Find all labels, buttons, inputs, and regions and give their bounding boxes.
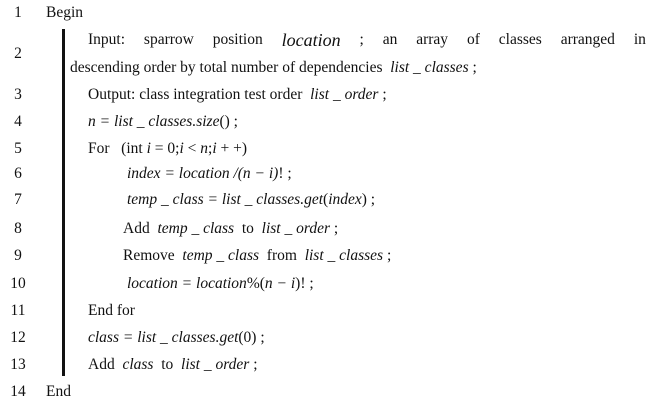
text-segment: from	[259, 247, 305, 264]
math-term: index = location /(n − i)	[127, 165, 279, 182]
math-term: class = list _ classes.get	[88, 329, 239, 346]
text-segment: For (int	[88, 140, 147, 157]
math-term: n − i	[264, 275, 296, 292]
algorithm-line	[88, 85, 387, 105]
algorithm-line	[88, 30, 646, 50]
line-number: 5	[14, 140, 22, 157]
math-term: i	[212, 140, 217, 157]
math-term: list _ order	[181, 356, 250, 373]
algorithm-line	[88, 112, 238, 132]
math-term: list _ order	[310, 86, 379, 103]
text-segment: Add	[88, 356, 123, 373]
text-segment: + +)	[216, 140, 248, 157]
algorithm-line	[127, 190, 375, 210]
text-segment: ) ;	[361, 191, 376, 208]
text-word: in	[633, 31, 646, 48]
text-segment: to	[153, 356, 182, 373]
text-segment: to	[234, 220, 262, 237]
math-term: i	[146, 140, 151, 157]
algorithm-line	[127, 164, 292, 184]
line-number: 8	[14, 220, 22, 237]
math-term: list _ order	[261, 220, 330, 237]
line-number: 6	[14, 165, 22, 182]
algorithm-line	[46, 3, 83, 23]
text-segment: ;	[329, 220, 339, 237]
algorithm-line	[123, 246, 391, 266]
text-word: sparrow	[143, 31, 194, 48]
text-word: position	[212, 31, 263, 48]
math-term: location = location	[127, 275, 247, 292]
line-number: 3	[14, 86, 22, 103]
math-term: i	[179, 140, 184, 157]
line-number: 1	[14, 4, 22, 21]
text-segment: ;	[468, 59, 477, 76]
text-segment: Output: class integration test order	[88, 86, 311, 103]
algorithm-line	[123, 219, 338, 239]
text-word: arranged	[560, 31, 615, 48]
math-term: temp _ class	[157, 220, 235, 237]
line-number: 14	[10, 383, 26, 400]
text-segment: = 0;	[150, 140, 180, 157]
algorithm-line	[88, 355, 258, 375]
line-number: 4	[14, 113, 22, 130]
text-segment: ;	[249, 356, 258, 373]
line-number: 11	[10, 302, 26, 319]
text-segment: )! ;	[295, 275, 314, 292]
math-term: n = list _ classes.size	[88, 113, 220, 130]
math-term: class	[122, 356, 154, 373]
math-term: index	[328, 191, 362, 208]
line-number: 12	[10, 329, 26, 346]
line-number: 9	[14, 247, 22, 264]
text-segment: Begin	[46, 4, 84, 21]
line-number: 10	[10, 275, 26, 292]
text-word: array	[416, 31, 449, 48]
math-term: list _ classes	[390, 59, 469, 76]
text-segment: End for	[88, 302, 135, 319]
math-term: list _ classes	[304, 247, 384, 264]
text-word: of	[466, 31, 480, 48]
math-term: n	[200, 140, 208, 157]
line-number: 7	[14, 191, 22, 208]
text-word: an	[382, 31, 398, 48]
text-word: ;	[359, 31, 364, 48]
text-segment: () ;	[219, 113, 238, 130]
text-segment: ;	[208, 140, 213, 157]
math-term: temp _ class	[182, 247, 260, 264]
text-segment: ;	[378, 86, 387, 103]
text-segment: End	[46, 383, 71, 400]
algorithm-line	[88, 139, 247, 159]
algorithm-line	[70, 58, 477, 78]
text-segment: %(	[246, 275, 265, 292]
block-bracket-line	[62, 29, 65, 376]
line-number: 2	[14, 45, 22, 62]
algorithm-line	[46, 382, 71, 402]
text-word: classes	[498, 31, 542, 48]
algorithm-line	[88, 328, 265, 348]
line-number: 13	[10, 356, 26, 373]
text-segment: descending order by total number of dependencies	[70, 59, 391, 76]
algorithm-line	[127, 274, 314, 294]
text-segment: ;	[383, 247, 392, 264]
text-segment: Add	[123, 220, 158, 237]
algorithm-line	[88, 301, 135, 321]
text-segment: <	[183, 140, 201, 157]
text-segment: (0) ;	[238, 329, 265, 346]
math-term: location	[281, 30, 341, 50]
text-segment: (	[323, 191, 329, 208]
math-term: temp _ class = list _ classes.get	[127, 191, 324, 208]
text-segment: ! ;	[278, 165, 292, 182]
text-segment: Remove	[123, 247, 183, 264]
text-word: Input:	[88, 31, 126, 48]
